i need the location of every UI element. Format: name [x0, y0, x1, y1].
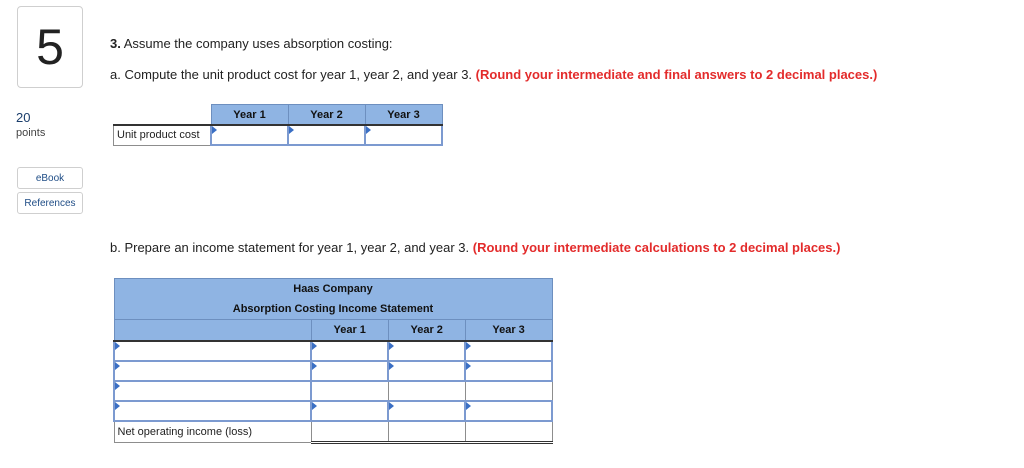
table-row	[114, 341, 552, 361]
question-intro-number: 3.	[110, 36, 121, 51]
table-a-corner	[114, 105, 212, 126]
table-b-corner	[114, 320, 311, 342]
unit-product-cost-label: Unit product cost	[114, 125, 212, 145]
input-flag-icon	[212, 126, 217, 134]
table-a-header-year-1: Year 1	[211, 105, 288, 126]
input-flag-icon	[312, 342, 317, 350]
points-label: points	[16, 127, 46, 139]
input-flag-icon	[312, 402, 317, 410]
table-b-header-year-1: Year 1	[311, 320, 388, 342]
table-b-header-year-3: Year 3	[465, 320, 552, 342]
part-b-rounding-note: (Round your intermediate calculations to 2 decimal places.)	[472, 240, 841, 255]
net-operating-income-label: Net operating income (loss)	[114, 421, 311, 443]
row-1-year-1-input[interactable]	[311, 341, 388, 361]
points-info	[16, 111, 45, 140]
part-a-rounding-note: (Round your intermediate and final answers to 2 decimal places.)	[475, 67, 878, 82]
unit-product-cost-year-2-input[interactable]	[288, 125, 365, 145]
row-1-year-3-input[interactable]	[465, 341, 552, 361]
company-name: Haas Company	[114, 279, 552, 300]
input-flag-icon	[389, 402, 394, 410]
row-4-label-input[interactable]	[114, 401, 311, 421]
input-flag-icon	[389, 362, 394, 370]
input-flag-icon	[289, 126, 294, 134]
input-flag-icon	[115, 402, 120, 410]
input-flag-icon	[115, 362, 120, 370]
row-4-year-1-input[interactable]	[311, 401, 388, 421]
question-intro-text: Assume the company uses absorption costing:	[120, 36, 393, 51]
question-intro	[110, 36, 393, 51]
row-2-year-3-input[interactable]	[465, 361, 552, 381]
row-4-year-3-input[interactable]	[465, 401, 552, 421]
row-3-year-2-cell	[388, 381, 465, 401]
unit-product-cost-year-1-input[interactable]	[211, 125, 288, 145]
row-3-year-3-cell	[465, 381, 552, 401]
row-3-label-input[interactable]	[114, 381, 311, 401]
row-1-label-input[interactable]	[114, 341, 311, 361]
net-operating-income-year-2-cell	[388, 421, 465, 443]
table-b-header-year-2: Year 2	[388, 320, 465, 342]
net-operating-income-year-3-cell	[465, 421, 552, 443]
net-operating-income-year-1-cell	[311, 421, 388, 443]
unit-product-cost-year-3-input[interactable]	[365, 125, 442, 145]
part-b-text: b. Prepare an income statement for year 1, year 2, and year 3.	[110, 240, 473, 255]
table-row	[114, 401, 552, 421]
statement-title: Absorption Costing Income Statement	[114, 299, 552, 320]
input-flag-icon	[366, 126, 371, 134]
table-a-header-year-3: Year 3	[365, 105, 442, 126]
part-a-instruction	[110, 67, 877, 82]
income-statement-table	[113, 278, 553, 444]
table-row	[114, 361, 552, 381]
input-flag-icon	[115, 382, 120, 390]
row-2-label-input[interactable]	[114, 361, 311, 381]
input-flag-icon	[115, 342, 120, 350]
question-number: 5	[17, 6, 83, 88]
input-flag-icon	[466, 362, 471, 370]
unit-product-cost-table	[113, 104, 443, 146]
row-2-year-2-input[interactable]	[388, 361, 465, 381]
row-3-year-1-cell	[311, 381, 388, 401]
row-2-year-1-input[interactable]	[311, 361, 388, 381]
part-a-text: a. Compute the unit product cost for year 1, year 2, and year 3.	[110, 67, 476, 82]
input-flag-icon	[466, 402, 471, 410]
ebook-button[interactable]: eBook	[17, 167, 83, 189]
input-flag-icon	[389, 342, 394, 350]
table-row	[114, 381, 552, 401]
input-flag-icon	[312, 362, 317, 370]
table-a-header-year-2: Year 2	[288, 105, 365, 126]
references-button[interactable]: References	[17, 192, 83, 214]
row-4-year-2-input[interactable]	[388, 401, 465, 421]
table-row	[114, 421, 552, 443]
row-1-year-2-input[interactable]	[388, 341, 465, 361]
points-value: 20	[16, 110, 31, 125]
part-b-instruction	[110, 240, 840, 255]
input-flag-icon	[466, 342, 471, 350]
